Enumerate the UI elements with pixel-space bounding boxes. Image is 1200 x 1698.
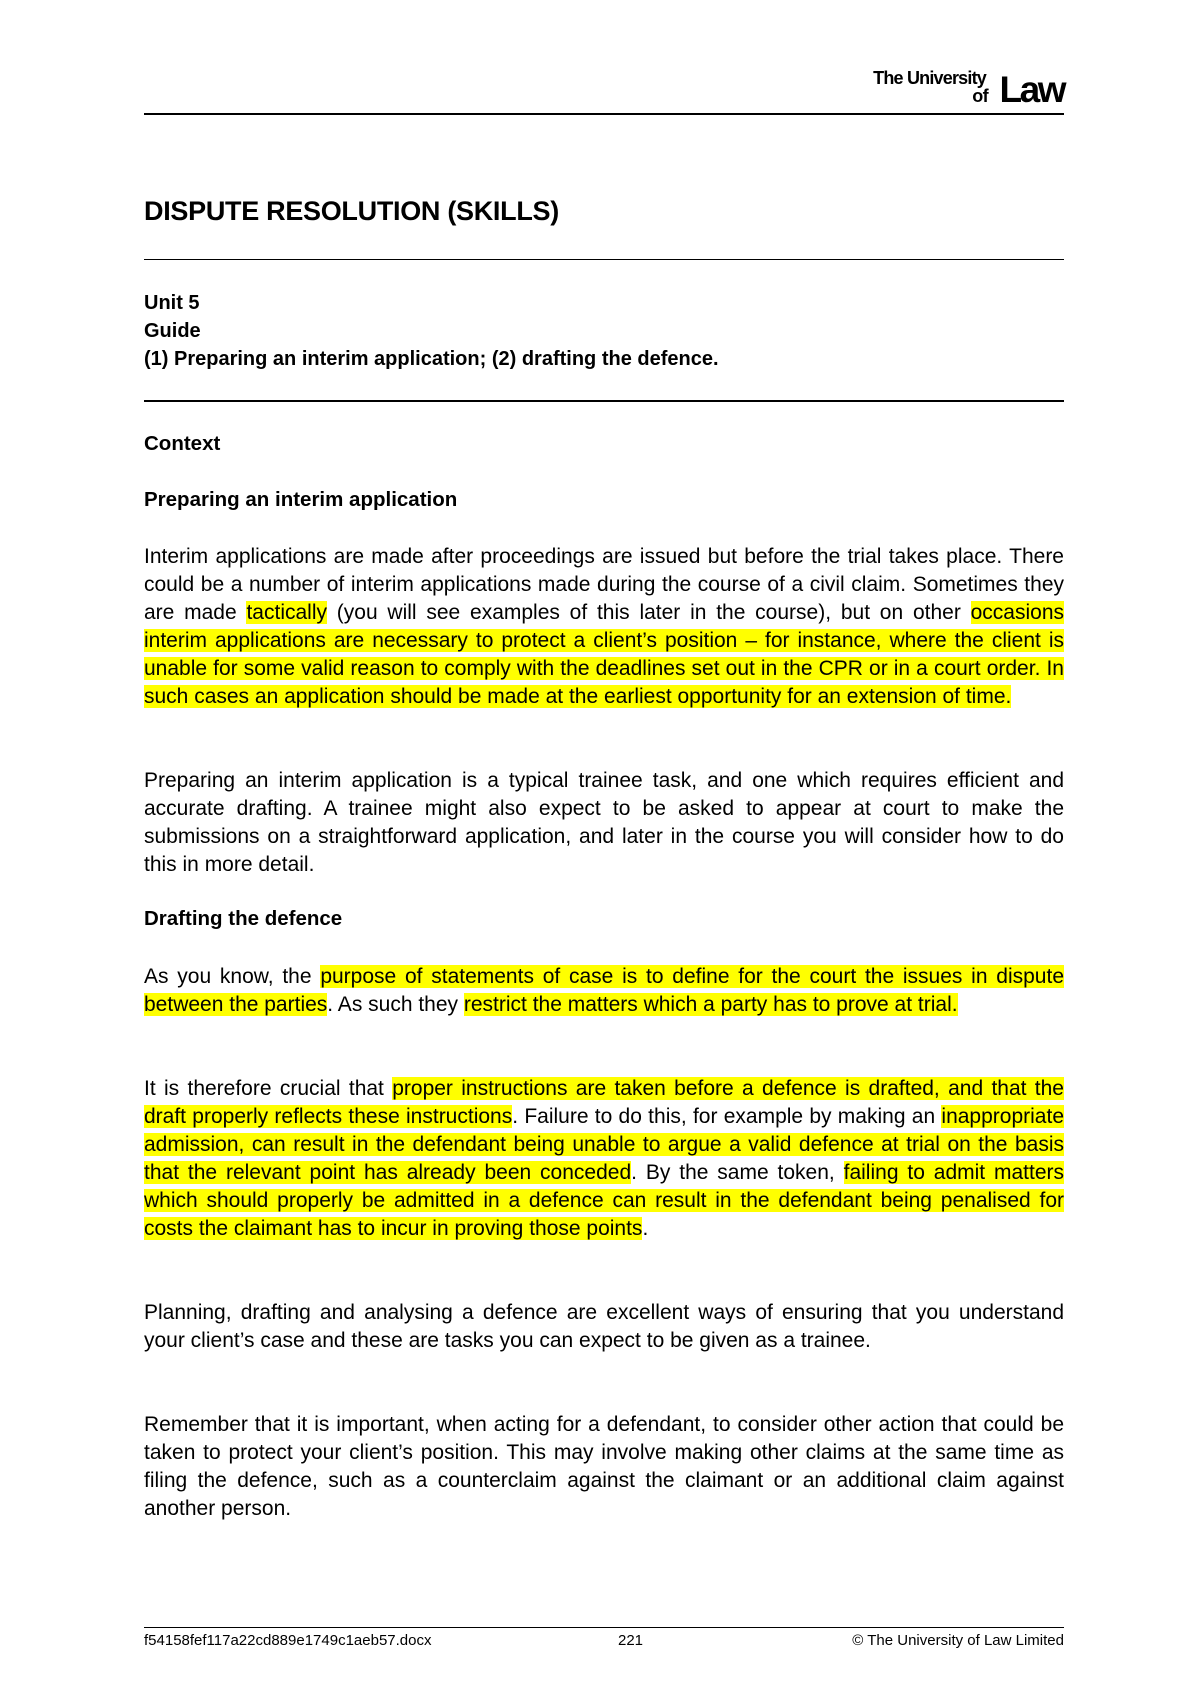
text-run: .	[642, 1217, 649, 1240]
text-run: Interim applications are made after proceedings are issued but before the trial takes place. There could be a number of interim applications made during the course of a civil claim. Sometimes they are made	[144, 545, 1064, 624]
header-rule	[144, 113, 1064, 115]
highlighted-text: restrict the matters which a party has to prove at trial.	[463, 993, 958, 1016]
paragraph-defence-3: Planning, drafting and analysing a defence are excellent ways of ensuring that you understand your client’s case and these are tasks you can expect to be given as a trainee.	[144, 1301, 1064, 1352]
unit-number: Unit 5	[144, 292, 200, 314]
highlighted-text: purpose of statements of case is to define for the court the issues in dispute between the parties	[144, 965, 1064, 1016]
highlighted-text: occasions interim applications are necessary to protect a client’s position – for instance, where the client is unable for some valid reason to comply with the deadlines set out in the CPR or in a court order. In such cases an application should be made at the earliest opportunity for an extension of time.	[144, 601, 1064, 708]
title-rule	[144, 259, 1064, 260]
text-run: (you will see examples of this later in the course), but on other	[327, 601, 971, 624]
paragraph-interim-1	[144, 543, 1064, 711]
interim-application-heading: Preparing an interim application	[144, 488, 458, 511]
paragraph-defence-2	[144, 1075, 1064, 1243]
highlighted-text: inappropriate admission, can result in the defendant being unable to argue a valid defence at trial on the basis that the relevant point has already been conceded	[144, 1105, 1064, 1184]
text-run: . By the same token,	[631, 1161, 844, 1184]
unit-guide-label: Guide	[144, 320, 201, 342]
unit-subtitle: (1) Preparing an interim application; (2) drafting the defence.	[144, 348, 719, 370]
paragraph-interim-2: Preparing an interim application is a typical trainee task, and one which requires efficient and accurate drafting. A trainee might also expect to be asked to appear at court to make the submissions on a straightforward application, and later in the course you will consider how to do this in more detail.	[144, 769, 1064, 876]
highlighted-text: proper instructions are taken before a defence is drafted, and that the draft properly reflects these instructions	[144, 1077, 1064, 1128]
paragraph-defence-1	[144, 963, 1064, 1019]
context-heading: Context	[144, 432, 221, 455]
drafting-defence-heading: Drafting the defence	[144, 907, 343, 930]
page-footer	[144, 1632, 1064, 1652]
logo-line-1: The University	[873, 68, 986, 88]
unit-rule	[144, 400, 1064, 402]
logo-line-2: of	[972, 86, 988, 106]
footer-copyright: © The University of Law Limited	[852, 1632, 1064, 1649]
highlighted-text: failing to admit matters which should properly be admitted in a defence can result in the defendant being penalised for costs the claimant has to incur in proving those points	[144, 1161, 1065, 1240]
text-run: . Failure to do this, for example by making an	[512, 1105, 942, 1128]
document-title: DISPUTE RESOLUTION (SKILLS)	[144, 196, 559, 226]
logo-line-3: Law	[999, 69, 1064, 110]
paragraph-defence-4: Remember that it is important, when acting for a defendant, to consider other action that could be taken to protect your client’s position. This may involve making other claims at the same time as filing the defence, such as a counterclaim against the claimant or an additional claim against another person.	[144, 1413, 1064, 1520]
footer-page-number: 221	[618, 1632, 644, 1649]
footer-rule	[144, 1627, 1064, 1628]
university-of-law-logo	[854, 64, 1064, 110]
highlighted-text: tactically	[246, 601, 327, 624]
unit-block	[144, 289, 719, 373]
text-run: It is therefore crucial that	[144, 1077, 393, 1100]
text-run: As you know, the	[144, 965, 321, 988]
text-run: . As such they	[327, 993, 464, 1016]
footer-filename: f54158fef117a22cd889e1749c1aeb57.docx	[144, 1632, 432, 1649]
